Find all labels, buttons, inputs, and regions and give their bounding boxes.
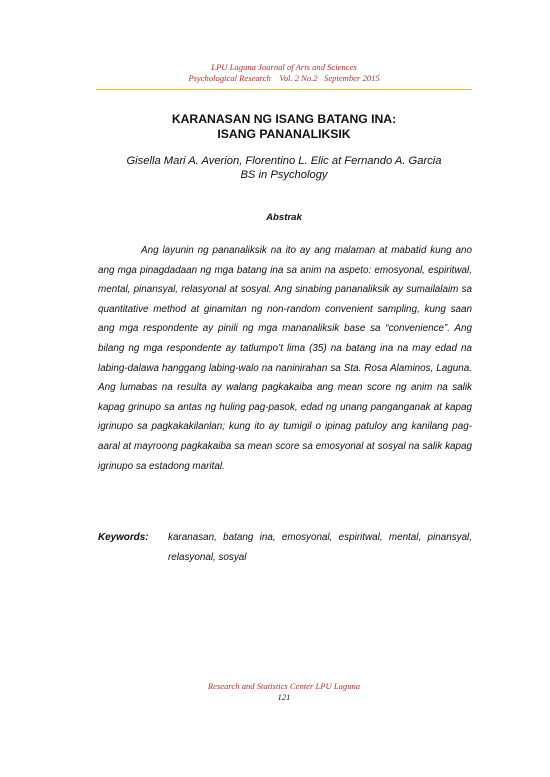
keywords-label: Keywords:	[98, 532, 149, 543]
header-rule	[96, 89, 472, 90]
paper-title	[96, 112, 472, 142]
journal-running-header	[96, 62, 472, 84]
paper-title-line-1: KARANASAN NG ISANG BATANG INA:	[171, 112, 397, 126]
journal-issue-info: Psychological Research Vol. 2 No.2 September 2015	[188, 73, 380, 83]
author-program: BS in Psychology	[240, 169, 328, 181]
footer-center-name: Research and Statistics Center LPU Laguna	[207, 681, 361, 691]
abstract-heading: Abstrak	[266, 212, 302, 223]
page-number: 121	[277, 692, 291, 702]
author-block	[96, 154, 472, 182]
abstract-body: Ang layunin ng pananaliksik na ito ay ang malaman at mabatid kung ano ang mga pinagdadaan ng mga batang ina sa anim na aspeto: emosyonal, espiritwal, mental, pinansyal, relasyonal at sosyal. Ang sinabing pananaliksik ay sumailalaim sa quantitative method at ginamitan ng non-random convenient sampling, kung saan ang mga respondente ay pinili ng mga mananaliksik base sa “convenience”. Ang bilang ng mga respondente ay tatlumpo’t lima (35) na batang ina na may edad na labing-dalawa hanggang labing-walo na naninirahan sa Sta. Rosa Alaminos, Laguna. Ang lumabas na resulta ay walang pagkakaiba ang mean score ng anim na salik kapag grinupo sa antas ng huling pag-pasok, edad ng unang panganganak at kapag igrinupo sa pagkakakilanlan; kung ito ay tumigil o ipinag patuloy ang kanilang pag-aaral at mayroong pagkakaiba sa mean score sa emosyonal at sosyal na salik kapag igrinupo sa estadong marital.	[98, 245, 472, 472]
page-footer	[96, 681, 472, 703]
paper-title-line-2: ISANG PANANALIKSIK	[217, 127, 351, 141]
author-names: Gisella Mari A. Averion, Florentino L. Elic at Fernando A. Garcia	[126, 155, 442, 167]
journal-name: LPU Laguna Journal of Arts and Sciences	[211, 62, 357, 72]
keywords-text: karanasan, batang ina, emosyonal, espiritwal, mental, pinansyal, relasyonal, sosyal	[168, 532, 472, 563]
